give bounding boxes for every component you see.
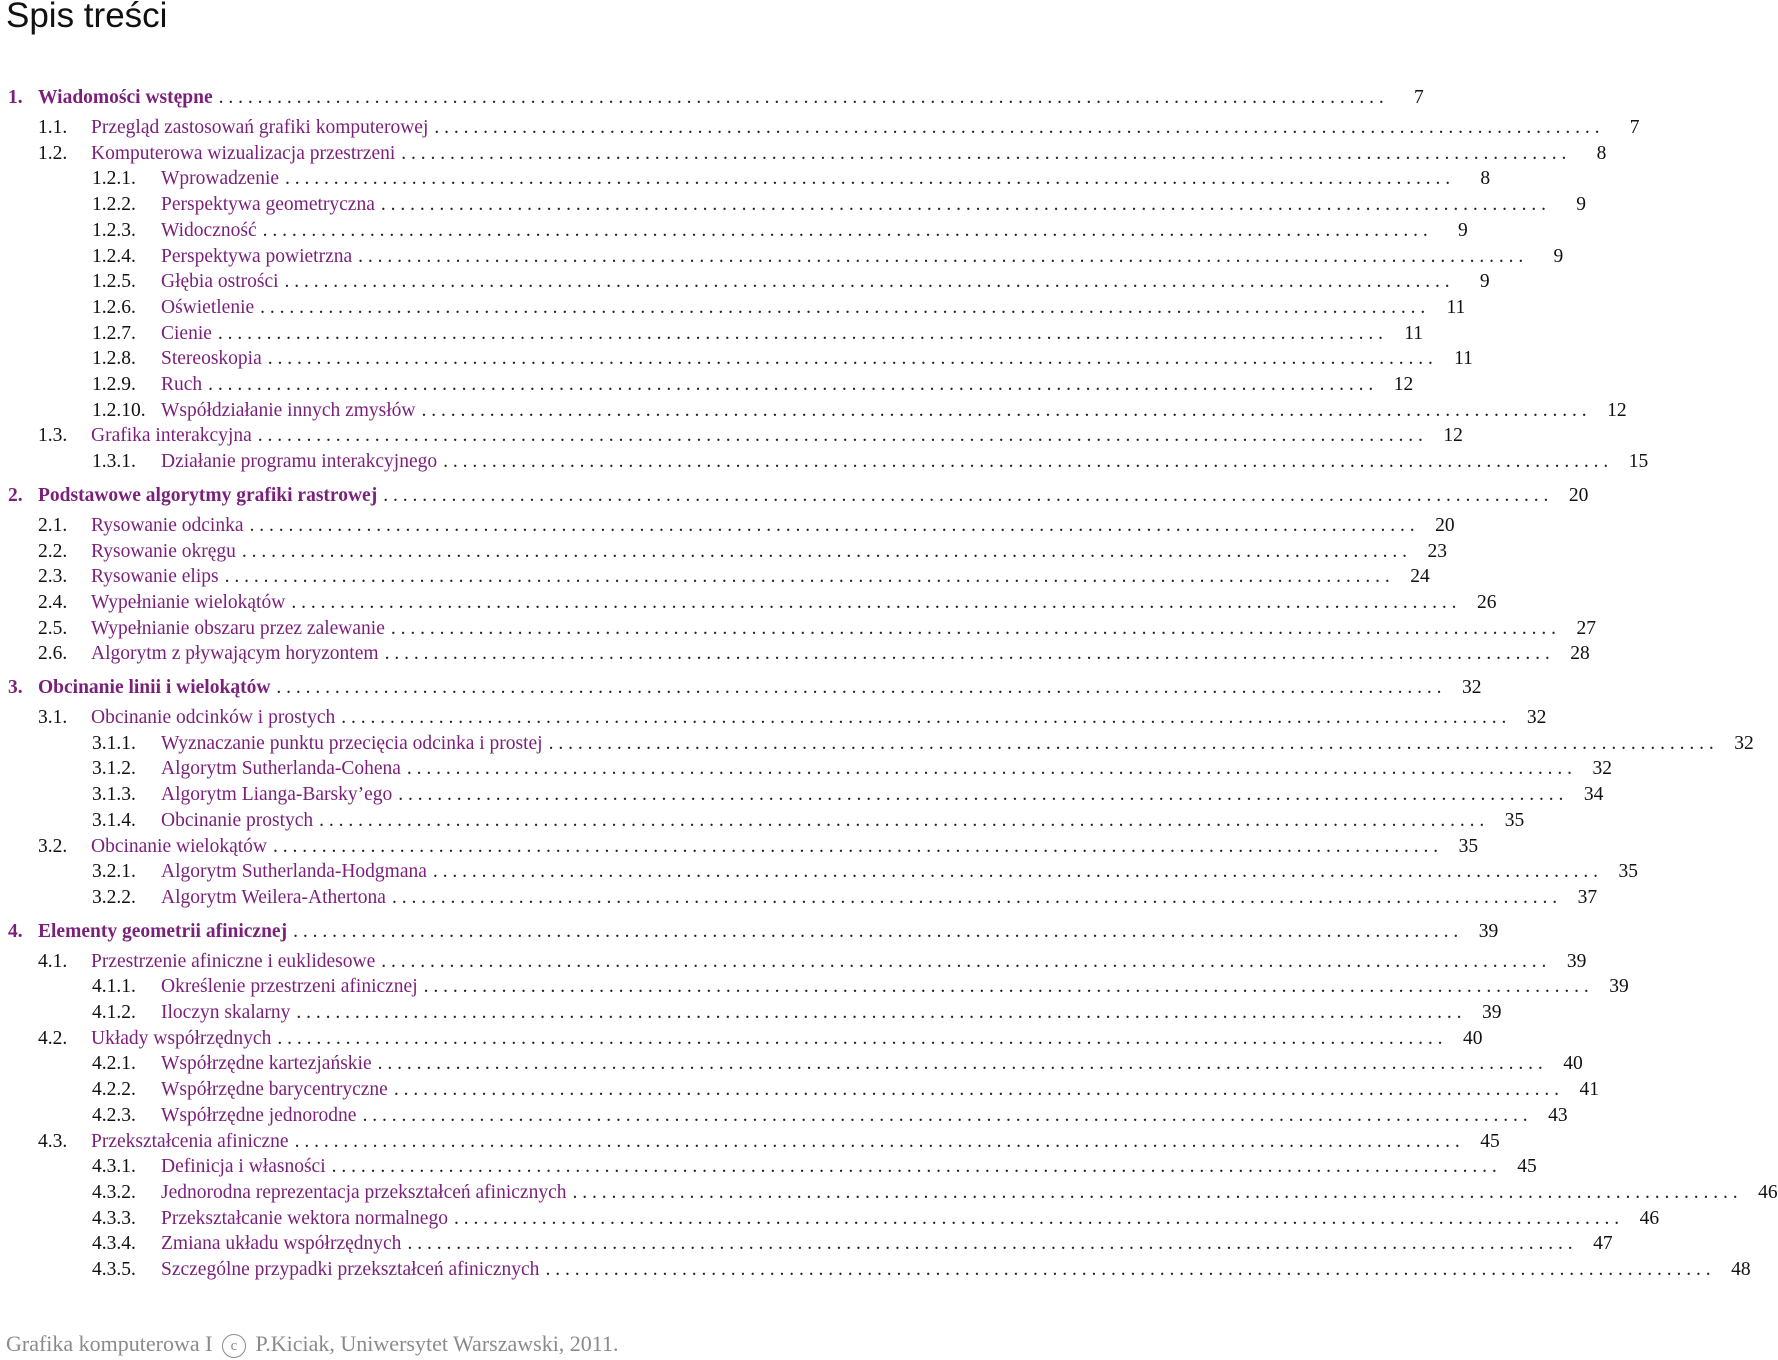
toc-entry[interactable] bbox=[0, 731, 1754, 757]
toc-entry-number: 2.6. bbox=[38, 643, 68, 665]
toc-entry-page-number: 34 bbox=[1583, 784, 1604, 806]
toc-entry-number: 3.1.4. bbox=[92, 809, 136, 831]
toc-entry-title-link[interactable]: Algorytm Sutherlanda-Hodgmana bbox=[161, 861, 427, 883]
toc-entry-title-link[interactable]: Rysowanie elips bbox=[91, 566, 219, 588]
toc-entry-number: 3.1. bbox=[38, 707, 68, 728]
toc-entry-page-number: 9 bbox=[1479, 271, 1490, 293]
toc-entry-page-number: 11 bbox=[1454, 348, 1473, 370]
toc-dot-leader: . . . . . . . . . . . . . . . . . . . . . . . . . . . . . . . . . . . . . . . . . . . . . . . . . . . . . . . . . . . . . . . . . . . . . . . . . . . . . . . . . . . . . . . . . . . . . . . . . . . . . . . . . . . . . . . . . . . . . . . . bbox=[293, 920, 1459, 942]
toc-entry-title-link[interactable]: Rysowanie okręgu bbox=[91, 540, 236, 562]
toc-entry-page-number: 46 bbox=[1758, 1181, 1778, 1203]
toc-dot-leader: . . . . . . . . . . . . . . . . . . . . . . . . . . . . . . . . . . . . . . . . . . . . . . . . . . . . . . . . . . . . . . . . . . . . . . . . . . . . . . . . . . . . . . . . . . . . . . . . . . . . . . . . . . . . . . . . . . . . . . . . bbox=[434, 117, 1600, 138]
toc-entry-title-link[interactable]: Wypełnianie obszaru przez zalewanie bbox=[91, 617, 385, 639]
toc-entry-number: 4.3.4. bbox=[92, 1233, 136, 1255]
toc-dot-leader: . . . . . . . . . . . . . . . . . . . . . . . . . . . . . . . . . . . . . . . . . . . . . . . . . . . . . . . . . . . . . . . . . . . . . . . . . . . . . . . . . . . . . . . . . . . . . . . . . . . . . . . . . . . . . . . . . . . . . . . . bbox=[545, 1259, 1711, 1280]
toc-entry-number: 4.1.2. bbox=[92, 1002, 136, 1023]
toc-entry[interactable] bbox=[0, 141, 1607, 167]
toc-dot-leader: . . . . . . . . . . . . . . . . . . . . . . . . . . . . . . . . . . . . . . . . . . . . . . . . . . . . . . . . . . . . . . . . . . . . . . . . . . . . . . . . . . . . . . . . . . . . . . . . . . . . . . . . . . . . . . . . . . . . . . . . bbox=[421, 399, 1587, 421]
toc-dot-leader: . . . . . . . . . . . . . . . . . . . . . . . . . . . . . . . . . . . . . . . . . . . . . . . . . . . . . . . . . . . . . . . . . . . . . . . . . . . . . . . . . . . . . . . . . . . . . . . . . . . . . . . . . . . . . . . . . . . . . . . . bbox=[267, 348, 1433, 370]
toc-entry[interactable] bbox=[0, 115, 1640, 141]
toc-entry-title-link[interactable]: Widoczność bbox=[161, 219, 257, 241]
toc-entry-number: 4.2.3. bbox=[92, 1104, 136, 1126]
toc-entry[interactable] bbox=[0, 449, 1649, 475]
toc-entry-page-number: 27 bbox=[1576, 617, 1596, 639]
page-footer bbox=[6, 1331, 618, 1358]
toc-entry[interactable] bbox=[0, 1231, 1613, 1257]
toc-entry-number: 4.1. bbox=[38, 950, 68, 972]
toc-dot-leader: . . . . . . . . . . . . . . . . . . . . . . . . . . . . . . . . . . . . . . . . . . . . . . . . . . . . . . . . . . . . . . . . . . . . . . . . . . . . . . . . . . . . . . . . . . . . . . . . . . . . . . . . . . . . . . . . . . . . . . . . bbox=[224, 566, 1390, 588]
toc-dot-leader: . . . . . . . . . . . . . . . . . . . . . . . . . . . . . . . . . . . . . . . . . . . . . . . . . . . . . . . . . . . . . . . . . . . . . . . . . . . . . . . . . . . . . . . . . . . . . . . . . . . . . . . . . . . . . . . . . . . . . . . . bbox=[572, 1181, 1738, 1203]
toc-entry-title-link[interactable]: Stereoskopia bbox=[161, 348, 262, 370]
toc-entry-title-link[interactable]: Podstawowe algorytmy grafiki rastrowej bbox=[38, 484, 378, 506]
toc-entry-page-number: 32 bbox=[1462, 677, 1482, 698]
toc-entry[interactable] bbox=[0, 1051, 1583, 1077]
toc-entry[interactable] bbox=[0, 808, 1525, 834]
toc-entry[interactable] bbox=[0, 269, 1490, 295]
toc-dot-leader: . . . . . . . . . . . . . . . . . . . . . . . . . . . . . . . . . . . . . . . . . . . . . . . . . . . . . . . . . . . . . . . . . . . . . . . . . . . . . . . . . . . . . . . . . . . . . . . . . . . . . . . . . . . . . . . . . . . . . . . . bbox=[406, 758, 1573, 780]
toc-entry-title-link[interactable]: Algorytm Lianga-Barsky’ego bbox=[161, 784, 393, 806]
toc-entry[interactable] bbox=[0, 398, 1627, 424]
toc-entry-page-number: 20 bbox=[1568, 484, 1589, 506]
toc-entry-title-link[interactable]: Głębia ostrości bbox=[161, 271, 279, 293]
toc-entry[interactable] bbox=[0, 590, 1497, 616]
toc-entry-number: 2.4. bbox=[38, 591, 68, 613]
toc-entry-title-link[interactable]: Perspektywa geometryczna bbox=[161, 194, 375, 216]
toc-dot-leader: . . . . . . . . . . . . . . . . . . . . . . . . . . . . . . . . . . . . . . . . . . . . . . . . . . . . . . . . . . . . . . . . . . . . . . . . . . . . . . . . . . . . . . . . . . . . . . . . . . . . . . . . . . . . . . . . . . . . . . . . bbox=[398, 784, 1564, 806]
toc-entry[interactable] bbox=[0, 483, 1589, 509]
toc-entry[interactable] bbox=[0, 423, 1463, 449]
toc-entry-number: 1.2.5. bbox=[92, 271, 136, 293]
toc-entry-number: 1.2. bbox=[38, 142, 68, 164]
toc-entry[interactable] bbox=[0, 1077, 1599, 1103]
toc-entry-title-link[interactable]: Wyznaczanie punktu przecięcia odcinka i prostej bbox=[161, 732, 543, 754]
toc-entry-title-link[interactable]: Obcinanie odcinków i prostych bbox=[91, 707, 336, 728]
toc-dot-leader: . . . . . . . . . . . . . . . . . . . . . . . . . . . . . . . . . . . . . . . . . . . . . . . . . . . . . . . . . . . . . . . . . . . . . . . . . . . . . . . . . . . . . . . . . . . . . . . . . . . . . . . . . . . . . . . . . . . . . . . . bbox=[257, 425, 1423, 447]
toc-entry-page-number: 12 bbox=[1607, 399, 1627, 421]
toc-entry-page-number: 45 bbox=[1480, 1130, 1500, 1152]
toc-entry-number: 1. bbox=[8, 87, 23, 108]
toc-entry-page-number: 40 bbox=[1563, 1053, 1583, 1075]
toc-entry-page-number: 39 bbox=[1482, 1002, 1502, 1023]
toc-entry-title-link[interactable]: Definicja i własności bbox=[161, 1156, 326, 1178]
toc-dot-leader: . . . . . . . . . . . . . . . . . . . . . . . . . . . . . . . . . . . . . . . . . . . . . . . . . . . . . . . . . . . . . . . . . . . . . . . . . . . . . . . . . . . . . . . . . . . . . . . . . . . . . . . . . . . . . . . . . . . . . . . . bbox=[273, 835, 1439, 857]
toc-entry[interactable] bbox=[0, 321, 1424, 347]
toc-entry-page-number: 7 bbox=[1413, 87, 1424, 108]
toc-entry-page-number: 43 bbox=[1548, 1104, 1568, 1126]
toc-entry-number: 1.2.9. bbox=[92, 374, 136, 395]
toc-dot-leader: . . . . . . . . . . . . . . . . . . . . . . . . . . . . . . . . . . . . . . . . . . . . . . . . . . . . . . . . . . . . . . . . . . . . . . . . . . . . . . . . . . . . . . . . . . . . . . . . . . . . . . . . . . . . . . . . . . . . . . . . bbox=[285, 168, 1451, 190]
toc-entry-page-number: 32 bbox=[1734, 732, 1754, 754]
toc-entry-number: 3. bbox=[8, 677, 23, 698]
toc-entry[interactable] bbox=[0, 85, 1424, 111]
toc-entry-number: 3.2.2. bbox=[92, 886, 136, 908]
toc-entry-page-number: 35 bbox=[1504, 809, 1525, 831]
toc-entry[interactable] bbox=[0, 1180, 1778, 1206]
toc-entry-page-number: 37 bbox=[1577, 886, 1598, 908]
toc-dot-leader: . . . . . . . . . . . . . . . . . . . . . . . . . . . . . . . . . . . . . . . . . . . . . . . . . . . . . . . . . . . . . . . . . . . . . . . . . . . . . . . . . . . . . . . . . . . . . . . . . . . . . . . . . . . . . . . . . . . . . . . . bbox=[331, 1156, 1497, 1178]
toc-dot-leader: . . . . . . . . . . . . . . . . . . . . . . . . . . . . . . . . . . . . . . . . . . . . . . . . . . . . . . . . . . . . . . . . . . . . . . . . . . . . . . . . . . . . . . . . . . . . . . . . . . . . . . . . . . . . . . . . . . . . . . . . bbox=[548, 732, 1714, 754]
toc-entry-page-number: 8 bbox=[1596, 142, 1607, 164]
toc-entry[interactable] bbox=[0, 859, 1639, 885]
toc-entry[interactable] bbox=[0, 1154, 1537, 1180]
toc-entry-title-link[interactable]: Wprowadzenie bbox=[161, 168, 280, 190]
toc-entry-page-number: 39 bbox=[1609, 976, 1629, 998]
toc-dot-leader: . . . . . . . . . . . . . . . . . . . . . . . . . . . . . . . . . . . . . . . . . . . . . . . . . . . . . . . . . . . . . . . . . . . . . . . . . . . . . . . . . . . . . . . . . . . . . . . . . . . . . . . . . . . . . . . . . . . . . . . . bbox=[384, 643, 1550, 665]
toc-entry-title-link[interactable]: Oświetlenie bbox=[161, 296, 255, 318]
toc-entry-page-number: 40 bbox=[1462, 1027, 1483, 1049]
toc-entry[interactable] bbox=[0, 1257, 1751, 1283]
toc-entry-number: 2. bbox=[8, 484, 23, 506]
toc-dot-leader: . . . . . . . . . . . . . . . . . . . . . . . . . . . . . . . . . . . . . . . . . . . . . . . . . . . . . . . . . . . . . . . . . . . . . . . . . . . . . . . . . . . . . . . . . . . . . . . . . . . . . . . . . . . . . . . . . . . . . . . . bbox=[391, 886, 1558, 908]
toc-entry[interactable] bbox=[0, 885, 1598, 911]
toc-dot-leader: . . . . . . . . . . . . . . . . . . . . . . . . . . . . . . . . . . . . . . . . . . . . . . . . . . . . . . . . . . . . . . . . . . . . . . . . . . . . . . . . . . . . . . . . . . . . . . . . . . . . . . . . . . . . . . . . . . . . . . . . bbox=[390, 617, 1556, 639]
toc-entry[interactable] bbox=[0, 1129, 1500, 1155]
toc-entry-title-link[interactable]: Iloczyn skalarny bbox=[161, 1002, 291, 1023]
toc-entry[interactable] bbox=[0, 564, 1430, 590]
toc-entry-page-number: 20 bbox=[1435, 514, 1455, 536]
toc-entry-title-link[interactable]: Wiadomości wstępne bbox=[38, 87, 213, 108]
toc-entry-page-number: 26 bbox=[1476, 591, 1497, 613]
toc-dot-leader: . . . . . . . . . . . . . . . . . . . . . . . . . . . . . . . . . . . . . . . . . . . . . . . . . . . . . . . . . . . . . . . . . . . . . . . . . . . . . . . . . . . . . . . . . . . . . . . . . . . . . . . . . . . . . . . . . . . . . . . . bbox=[453, 1207, 1620, 1229]
toc-entry-title-link[interactable]: Przekształcenia afiniczne bbox=[91, 1130, 289, 1152]
toc-entry-page-number: 12 bbox=[1443, 425, 1463, 447]
footer-book-title: Grafika komputerowa I bbox=[6, 1331, 213, 1356]
toc-entry-page-number: 39 bbox=[1478, 920, 1499, 942]
toc-dot-leader: . . . . . . . . . . . . . . . . . . . . . . . . . . . . . . . . . . . . . . . . . . . . . . . . . . . . . . . . . . . . . . . . . . . . . . . . . . . . . . . . . . . . . . . . . . . . . . . . . . . . . . . . . . . . . . . . . . . . . . . . bbox=[277, 1027, 1443, 1049]
toc-dot-leader: . . . . . . . . . . . . . . . . . . . . . . . . . . . . . . . . . . . . . . . . . . . . . . . . . . . . . . . . . . . . . . . . . . . . . . . . . . . . . . . . . . . . . . . . . . . . . . . . . . . . . . . . . . . . . . . . . . . . . . . . bbox=[381, 950, 1547, 972]
copyright-icon: c bbox=[222, 1334, 246, 1358]
toc-entry-page-number: 45 bbox=[1517, 1156, 1537, 1178]
toc-entry-page-number: 35 bbox=[1458, 835, 1479, 857]
toc-dot-leader: . . . . . . . . . . . . . . . . . . . . . . . . . . . . . . . . . . . . . . . . . . . . . . . . . . . . . . . . . . . . . . . . . . . . . . . . . . . . . . . . . . . . . . . . . . . . . . . . . . . . . . . . . . . . . . . . . . . . . . . . bbox=[377, 1053, 1543, 1075]
toc-dot-leader: . . . . . . . . . . . . . . . . . . . . . . . . . . . . . . . . . . . . . . . . . . . . . . . . . . . . . . . . . . . . . . . . . . . . . . . . . . . . . . . . . . . . . . . . . . . . . . . . . . . . . . . . . . . . . . . . . . . . . . . . bbox=[217, 322, 1384, 344]
toc-entry[interactable] bbox=[0, 705, 1547, 731]
toc-entry-number: 3.2.1. bbox=[92, 861, 136, 883]
toc-entry-number: 1.2.3. bbox=[92, 219, 136, 241]
toc-entry-page-number: 11 bbox=[1404, 322, 1424, 344]
toc-entry-number: 1.2.7. bbox=[92, 322, 136, 344]
toc-entry-number: 4.3.3. bbox=[92, 1207, 136, 1229]
toc-entry-title-link[interactable]: Układy współrzędnych bbox=[91, 1027, 272, 1049]
toc-entry-number: 1.2.8. bbox=[92, 348, 136, 370]
toc-entry[interactable] bbox=[0, 513, 1455, 539]
toc-entry-number: 4.2.2. bbox=[92, 1079, 136, 1101]
toc-entry-number: 4. bbox=[8, 920, 23, 942]
toc-entry-page-number: 32 bbox=[1592, 758, 1613, 780]
toc-dot-leader: . . . . . . . . . . . . . . . . . . . . . . . . . . . . . . . . . . . . . . . . . . . . . . . . . . . . . . . . . . . . . . . . . . . . . . . . . . . . . . . . . . . . . . . . . . . . . . . . . . . . . . . . . . . . . . . . . . . . . . . . bbox=[443, 451, 1609, 473]
toc-entry-number: 3.1.1. bbox=[92, 732, 136, 754]
toc-entry-title-link[interactable]: Jednorodna reprezentacja przekształceń afinicznych bbox=[161, 1181, 567, 1203]
toc-dot-leader: . . . . . . . . . . . . . . . . . . . . . . . . . . . . . . . . . . . . . . . . . . . . . . . . . . . . . . . . . . . . . . . . . . . . . . . . . . . . . . . . . . . . . . . . . . . . . . . . . . . . . . . . . . . . . . . . . . . . . . . . bbox=[218, 87, 1384, 108]
toc-dot-leader: . . . . . . . . . . . . . . . . . . . . . . . . . . . . . . . . . . . . . . . . . . . . . . . . . . . . . . . . . . . . . . . . . . . . . . . . . . . . . . . . . . . . . . . . . . . . . . . . . . . . . . . . . . . . . . . . . . . . . . . . bbox=[208, 374, 1374, 395]
toc-entry[interactable] bbox=[0, 218, 1468, 244]
toc-dot-leader: . . . . . . . . . . . . . . . . . . . . . . . . . . . . . . . . . . . . . . . . . . . . . . . . . . . . . . . . . . . . . . . . . . . . . . . . . . . . . . . . . . . . . . . . . . . . . . . . . . . . . . . . . . . . . . . . . . . . . . . . bbox=[432, 861, 1599, 883]
toc-entry-number: 4.2. bbox=[38, 1027, 68, 1049]
toc-entry-page-number: 9 bbox=[1457, 219, 1468, 241]
toc-entry-number: 4.3.2. bbox=[92, 1181, 136, 1203]
toc-entry[interactable] bbox=[0, 1206, 1660, 1232]
toc-entry[interactable] bbox=[0, 166, 1491, 192]
toc-entry-page-number: 28 bbox=[1570, 643, 1590, 665]
toc-entry-title-link[interactable]: Szczególne przypadki przekształceń afinicznych bbox=[161, 1259, 540, 1280]
toc-entry[interactable] bbox=[0, 834, 1479, 860]
toc-entry-number: 4.3. bbox=[38, 1130, 68, 1152]
toc-dot-leader: . . . . . . . . . . . . . . . . . . . . . . . . . . . . . . . . . . . . . . . . . . . . . . . . . . . . . . . . . . . . . . . . . . . . . . . . . . . . . . . . . . . . . . . . . . . . . . . . . . . . . . . . . . . . . . . . . . . . . . . . bbox=[401, 142, 1567, 164]
toc-dot-leader: . . . . . . . . . . . . . . . . . . . . . . . . . . . . . . . . . . . . . . . . . . . . . . . . . . . . . . . . . . . . . . . . . . . . . . . . . . . . . . . . . . . . . . . . . . . . . . . . . . . . . . . . . . . . . . . . . . . . . . . . bbox=[262, 219, 1428, 241]
toc-entry-title-link[interactable]: Komputerowa wizualizacja przestrzeni bbox=[91, 142, 396, 164]
toc-entry-title-link[interactable]: Obcinanie linii i wielokątów bbox=[38, 677, 271, 698]
toc-entry-page-number: 41 bbox=[1579, 1079, 1599, 1101]
toc-entry-number: 3.1.3. bbox=[92, 784, 136, 806]
toc-entry-title-link[interactable]: Algorytm z pływającym horyzontem bbox=[91, 643, 379, 665]
toc-dot-leader: . . . . . . . . . . . . . . . . . . . . . . . . . . . . . . . . . . . . . . . . . . . . . . . . . . . . . . . . . . . . . . . . . . . . . . . . . . . . . . . . . . . . . . . . . . . . . . . . . . . . . . . . . . . . . . . . . . . . . . . . bbox=[380, 194, 1546, 216]
footer-author-info: P.Kiciak, Uniwersytet Warszawski, 2011. bbox=[255, 1331, 619, 1356]
toc-entry[interactable] bbox=[0, 919, 1499, 945]
toc-entry-number: 2.3. bbox=[38, 566, 68, 588]
toc-entry-page-number: 12 bbox=[1393, 374, 1414, 395]
toc-entry[interactable] bbox=[0, 949, 1587, 975]
toc-entry[interactable] bbox=[0, 675, 1482, 701]
toc-entry-page-number: 15 bbox=[1628, 451, 1649, 473]
toc-entry[interactable] bbox=[0, 1026, 1483, 1052]
toc-dot-leader: . . . . . . . . . . . . . . . . . . . . . . . . . . . . . . . . . . . . . . . . . . . . . . . . . . . . . . . . . . . . . . . . . . . . . . . . . . . . . . . . . . . . . . . . . . . . . . . . . . . . . . . . . . . . . . . . . . . . . . . . bbox=[407, 1233, 1573, 1255]
toc-entry-number: 1.2.4. bbox=[92, 245, 136, 267]
page-title: Spis treści bbox=[6, 0, 168, 35]
toc-entry-page-number: 8 bbox=[1480, 168, 1491, 190]
toc-entry-number: 4.2.1. bbox=[92, 1053, 136, 1075]
toc-entry[interactable] bbox=[0, 1000, 1502, 1026]
toc-entry[interactable] bbox=[0, 244, 1564, 270]
toc-entry-title-link[interactable]: Rysowanie odcinka bbox=[91, 514, 244, 536]
toc-dot-leader: . . . . . . . . . . . . . . . . . . . . . . . . . . . . . . . . . . . . . . . . . . . . . . . . . . . . . . . . . . . . . . . . . . . . . . . . . . . . . . . . . . . . . . . . . . . . . . . . . . . . . . . . . . . . . . . . . . . . . . . . bbox=[383, 484, 1549, 506]
toc-entry[interactable] bbox=[0, 616, 1596, 642]
toc-entry-title-link[interactable]: Przestrzenie afiniczne i euklidesowe bbox=[91, 950, 376, 972]
toc-entry-page-number: 7 bbox=[1629, 117, 1640, 138]
toc-entry-title-link[interactable]: Ruch bbox=[161, 374, 203, 395]
toc-entry[interactable] bbox=[0, 641, 1590, 667]
toc-dot-leader: . . . . . . . . . . . . . . . . . . . . . . . . . . . . . . . . . . . . . . . . . . . . . . . . . . . . . . . . . . . . . . . . . . . . . . . . . . . . . . . . . . . . . . . . . . . . . . . . . . . . . . . . . . . . . . . . . . . . . . . . bbox=[260, 296, 1426, 318]
toc-entry[interactable] bbox=[0, 192, 1586, 218]
toc-entry-page-number: 11 bbox=[1446, 296, 1466, 318]
toc-entry[interactable] bbox=[0, 1103, 1568, 1129]
toc-dot-leader: . . . . . . . . . . . . . . . . . . . . . . . . . . . . . . . . . . . . . . . . . . . . . . . . . . . . . . . . . . . . . . . . . . . . . . . . . . . . . . . . . . . . . . . . . . . . . . . . . . . . . . . . . . . . . . . . . . . . . . . . bbox=[296, 1002, 1462, 1023]
toc-entry-page-number: 47 bbox=[1593, 1233, 1613, 1255]
toc-entry-title-link[interactable]: Obcinanie wielokątów bbox=[91, 835, 267, 857]
toc-dot-leader: . . . . . . . . . . . . . . . . . . . . . . . . . . . . . . . . . . . . . . . . . . . . . . . . . . . . . . . . . . . . . . . . . . . . . . . . . . . . . . . . . . . . . . . . . . . . . . . . . . . . . . . . . . . . . . . . . . . . . . . . bbox=[341, 707, 1507, 728]
toc-entry-title-link[interactable]: Współrzędne barycentryczne bbox=[161, 1079, 388, 1101]
toc-entry-title-link[interactable]: Określenie przestrzeni afinicznej bbox=[161, 976, 418, 998]
toc-entry-number: 1.3.1. bbox=[92, 451, 136, 473]
toc-entry[interactable] bbox=[0, 756, 1613, 782]
toc-dot-leader: . . . . . . . . . . . . . . . . . . . . . . . . . . . . . . . . . . . . . . . . . . . . . . . . . . . . . . . . . . . . . . . . . . . . . . . . . . . . . . . . . . . . . . . . . . . . . . . . . . . . . . . . . . . . . . . . . . . . . . . . bbox=[241, 540, 1408, 562]
toc-entry-number: 2.5. bbox=[38, 617, 68, 639]
toc-entry-number: 1.1. bbox=[38, 117, 68, 138]
toc-entry-title-link[interactable]: Przekształcanie wektora normalnego bbox=[161, 1207, 448, 1229]
toc-entry-number: 3.1.2. bbox=[92, 758, 136, 780]
toc-entry[interactable] bbox=[0, 372, 1414, 398]
toc-entry-number: 1.2.6. bbox=[92, 296, 136, 318]
toc-entry-page-number: 9 bbox=[1553, 245, 1564, 267]
toc-dot-leader: . . . . . . . . . . . . . . . . . . . . . . . . . . . . . . . . . . . . . . . . . . . . . . . . . . . . . . . . . . . . . . . . . . . . . . . . . . . . . . . . . . . . . . . . . . . . . . . . . . . . . . . . . . . . . . . . . . . . . . . . bbox=[358, 245, 1524, 267]
toc-entry-page-number: 48 bbox=[1731, 1259, 1751, 1280]
toc-entry-number: 4.3.1. bbox=[92, 1156, 136, 1178]
toc-entry-title-link[interactable]: Cienie bbox=[161, 322, 212, 344]
toc-entry-title-link[interactable]: Działanie programu interakcyjnego bbox=[161, 451, 438, 473]
toc-entry-title-link[interactable]: Obcinanie prostych bbox=[161, 809, 314, 831]
toc-dot-leader: . . . . . . . . . . . . . . . . . . . . . . . . . . . . . . . . . . . . . . . . . . . . . . . . . . . . . . . . . . . . . . . . . . . . . . . . . . . . . . . . . . . . . . . . . . . . . . . . . . . . . . . . . . . . . . . . . . . . . . . . bbox=[362, 1104, 1528, 1126]
toc-entry-number: 1.2.1. bbox=[92, 168, 136, 190]
toc-entry-title-link[interactable]: Elementy geometrii afinicznej bbox=[38, 920, 288, 942]
toc-entry[interactable] bbox=[0, 539, 1448, 565]
toc-dot-leader: . . . . . . . . . . . . . . . . . . . . . . . . . . . . . . . . . . . . . . . . . . . . . . . . . . . . . . . . . . . . . . . . . . . . . . . . . . . . . . . . . . . . . . . . . . . . . . . . . . . . . . . . . . . . . . . . . . . . . . . . bbox=[284, 271, 1450, 293]
toc-entry[interactable] bbox=[0, 295, 1466, 321]
toc-entry-title-link[interactable]: Perspektywa powietrzna bbox=[161, 245, 353, 267]
toc-entry-title-link[interactable]: Wypełnianie wielokątów bbox=[91, 591, 286, 613]
toc-entry-page-number: 32 bbox=[1526, 707, 1547, 728]
toc-dot-leader: . . . . . . . . . . . . . . . . . . . . . . . . . . . . . . . . . . . . . . . . . . . . . . . . . . . . . . . . . . . . . . . . . . . . . . . . . . . . . . . . . . . . . . . . . . . . . . . . . . . . . . . . . . . . . . . . . . . . . . . . bbox=[276, 677, 1442, 698]
toc-entry-number: 1.3. bbox=[38, 425, 68, 447]
toc-entry[interactable] bbox=[0, 974, 1629, 1000]
toc-entry-title-link[interactable]: Algorytm Sutherlanda-Cohena bbox=[161, 758, 401, 780]
toc-entry-title-link[interactable]: Grafika interakcyjna bbox=[91, 425, 252, 447]
toc-entry[interactable] bbox=[0, 782, 1604, 808]
toc-entry-title-link[interactable]: Współdziałanie innych zmysłów bbox=[161, 399, 416, 421]
toc-entry-number: 3.2. bbox=[38, 835, 68, 857]
toc-entry-page-number: 39 bbox=[1566, 950, 1587, 972]
toc-entry-title-link[interactable]: Algorytm Weilera-Athertona bbox=[161, 886, 386, 908]
toc-dot-leader: . . . . . . . . . . . . . . . . . . . . . . . . . . . . . . . . . . . . . . . . . . . . . . . . . . . . . . . . . . . . . . . . . . . . . . . . . . . . . . . . . . . . . . . . . . . . . . . . . . . . . . . . . . . . . . . . . . . . . . . . bbox=[249, 514, 1415, 536]
toc-entry-page-number: 35 bbox=[1618, 861, 1639, 883]
toc-entry-page-number: 23 bbox=[1427, 540, 1448, 562]
toc-entry-title-link[interactable]: Współrzędne jednorodne bbox=[161, 1104, 357, 1126]
toc-entry-number: 4.3.5. bbox=[92, 1259, 136, 1280]
toc-entry-number: 2.1. bbox=[38, 514, 68, 536]
toc-entry[interactable] bbox=[0, 346, 1473, 372]
toc-entry-number: 1.2.2. bbox=[92, 194, 136, 216]
toc-entry-number: 4.1.1. bbox=[92, 976, 136, 998]
toc-entry-title-link[interactable]: Zmiana układu współrzędnych bbox=[161, 1233, 402, 1255]
toc-entry-page-number: 24 bbox=[1410, 566, 1430, 588]
toc-entry-number: 2.2. bbox=[38, 540, 68, 562]
toc-dot-leader: . . . . . . . . . . . . . . . . . . . . . . . . . . . . . . . . . . . . . . . . . . . . . . . . . . . . . . . . . . . . . . . . . . . . . . . . . . . . . . . . . . . . . . . . . . . . . . . . . . . . . . . . . . . . . . . . . . . . . . . . bbox=[294, 1130, 1460, 1152]
toc-entry-page-number: 9 bbox=[1576, 194, 1586, 216]
toc-dot-leader: . . . . . . . . . . . . . . . . . . . . . . . . . . . . . . . . . . . . . . . . . . . . . . . . . . . . . . . . . . . . . . . . . . . . . . . . . . . . . . . . . . . . . . . . . . . . . . . . . . . . . . . . . . . . . . . . . . . . . . . . bbox=[423, 976, 1589, 998]
toc-entry-title-link[interactable]: Przegląd zastosowań grafiki komputerowej bbox=[91, 117, 429, 138]
toc-entry-page-number: 46 bbox=[1639, 1207, 1660, 1229]
toc-entry-number: 1.2.10. bbox=[92, 399, 146, 421]
toc-dot-leader: . . . . . . . . . . . . . . . . . . . . . . . . . . . . . . . . . . . . . . . . . . . . . . . . . . . . . . . . . . . . . . . . . . . . . . . . . . . . . . . . . . . . . . . . . . . . . . . . . . . . . . . . . . . . . . . . . . . . . . . . bbox=[291, 591, 1457, 613]
toc-dot-leader: . . . . . . . . . . . . . . . . . . . . . . . . . . . . . . . . . . . . . . . . . . . . . . . . . . . . . . . . . . . . . . . . . . . . . . . . . . . . . . . . . . . . . . . . . . . . . . . . . . . . . . . . . . . . . . . . . . . . . . . . bbox=[393, 1079, 1559, 1101]
toc-entry-title-link[interactable]: Współrzędne kartezjańskie bbox=[161, 1053, 372, 1075]
toc-dot-leader: . . . . . . . . . . . . . . . . . . . . . . . . . . . . . . . . . . . . . . . . . . . . . . . . . . . . . . . . . . . . . . . . . . . . . . . . . . . . . . . . . . . . . . . . . . . . . . . . . . . . . . . . . . . . . . . . . . . . . . . . bbox=[319, 809, 1485, 831]
